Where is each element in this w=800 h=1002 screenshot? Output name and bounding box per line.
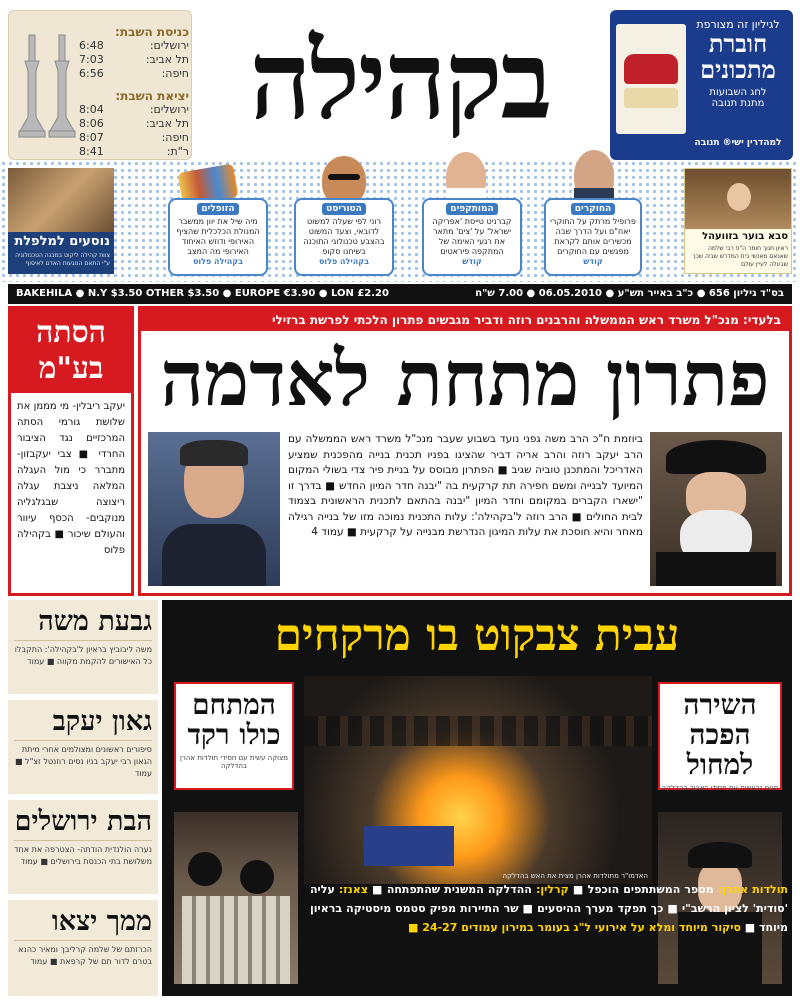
city-label: תל אביב: [145, 53, 189, 66]
lag-baomer-headline[interactable]: עבית צבקוט בו מרקחים [274, 610, 680, 661]
right-promo[interactable] [684, 168, 792, 274]
right-promo-text: ראיון חנוך חומר ה"פ רבי שלמה שאנאם מאנשי בית המדרש שביה שכך שבעלה לעיין עולם [692, 245, 788, 268]
side-story[interactable] [8, 700, 158, 794]
side-story-title: גאון יעקב [14, 704, 152, 741]
promo-line: לחג השבועות [709, 87, 767, 98]
tnuva-logo: למהדרין ישי® תנובה [694, 138, 782, 148]
promo-line: מתנת תנובה [711, 98, 765, 109]
summary-highlight: תולדות אהרן: [717, 883, 788, 896]
promo-title: חוברת [708, 29, 768, 58]
time-value: 8:04 [79, 103, 104, 116]
card-text: מצוקה עשית עם חסידי תולדות אהרן בהדלקה [179, 754, 288, 770]
exit-row [79, 145, 189, 159]
teaser-tag: החוקרים [571, 203, 615, 215]
incitement-headline: הסתה בע"מ [11, 309, 131, 393]
side-story[interactable] [8, 900, 158, 996]
card-toldot-aharon[interactable] [174, 682, 294, 790]
left-promo-title: נוסעים למלפלת [14, 234, 110, 249]
city-label: ירושלים: [149, 39, 189, 52]
investigator-photo [574, 150, 614, 200]
card-text: חגים נרעשים עם חסידי באבוב בהדלקה [661, 784, 779, 792]
time-value: 8:07 [79, 131, 104, 144]
candlesticks-icon [15, 23, 81, 153]
masthead-logo: בקהילה [249, 18, 551, 144]
main-headline[interactable]: פתרון מתחת לאדמה [160, 334, 770, 423]
toldot-aharon-photo [174, 812, 298, 984]
teaser-ref: קודש [462, 257, 482, 266]
teaser-tag: המותקפים [446, 203, 497, 215]
lag-baomer-summary [310, 880, 788, 990]
teaser-ref: בקהילה פלוס [192, 257, 244, 266]
side-story-text: סיפורים ראשונים ומצולמים אחרי מיתת הגאון רבי יעקב בניו נסים רוזנטל זצ"ל ■ עמוד [14, 745, 152, 778]
time-value: 6:56 [79, 67, 104, 80]
city-label: ר"ת: [166, 145, 189, 158]
teaser-card[interactable] [168, 198, 268, 276]
summary-text: עליה 'סודית' לציון הרשב"י ■ כך תפקד מערך ההיסעים ■ שר התיירות מפיק סטמס מיסטיקה בראיון מיוחד ■ [310, 883, 788, 934]
side-story-title: הבת ירושלים [14, 804, 152, 841]
teaser-card[interactable] [294, 198, 394, 276]
issue-ribbon [8, 284, 792, 304]
shabbat-exit-title: יציאת השבת: [115, 89, 189, 103]
building-photo [8, 168, 114, 232]
teaser-text: רוני לפי שעלה למשוט לדובאי, וצעד המשוט בהצבע טכנולוגי התוכנה בשיחנו סקופ [303, 217, 385, 256]
time-value: 6:48 [79, 39, 104, 52]
issue-info: בס"ד גיליון 656 ● כ"ב באייר תש"ע ● 06.05.2010 ● 7.00 ש"ח [475, 288, 784, 299]
summary-highlight: קרלין: [535, 883, 569, 896]
city-label: חיפה: [161, 131, 189, 144]
summary-text: ההדלקה המשנית שהתפתחה ■ [367, 883, 536, 896]
summary-highlight: צאנז: [338, 883, 368, 896]
side-story-text: נערה הולנדית הודתה- הצטרפה את אחד משלושת בתי הכנסת בירושלים ■ עמוד [14, 845, 152, 866]
summary-text: סיקור מיוחד ומלא על אירועי ל"ג בעומר במירון עמודים 24-27 ■ [408, 921, 741, 934]
teaser-band [0, 160, 800, 282]
captain-photo [446, 152, 486, 202]
teaser-tag: הטוריסט [322, 203, 366, 215]
official-portrait-photo [148, 432, 280, 586]
exit-row [79, 131, 189, 145]
card-bobov[interactable] [658, 682, 782, 790]
side-story-text: משה ליבוביץ בראיון ל'בקהילה': התקבלו כל האישורים להקמת מקווה ■ עמוד [14, 645, 152, 666]
booklet-cover-image [616, 24, 686, 134]
summary-text: מספר המשתתפים הוכפל ■ [568, 883, 718, 896]
teaser-card[interactable] [422, 198, 522, 276]
time-value: 8:06 [79, 117, 104, 130]
candle-row [79, 53, 189, 67]
promo-title: מתכונים [700, 55, 776, 84]
time-value: 7:03 [79, 53, 104, 66]
candle-row [79, 39, 189, 53]
elder-photo [685, 169, 791, 229]
main-story-kicker: בלעדי: מנכ"ל משרד ראש הממשלה והרבנים רוזה ודביר מגבשים פתרון הלכתי לפרשת ברזילי [141, 309, 789, 331]
city-label: ירושלים: [149, 103, 189, 116]
shabbat-times-box [8, 10, 192, 160]
teaser-card[interactable] [544, 198, 642, 276]
left-promo-text: צוות קהילה ליקוט במבנה הטכנולוגיה ע"י התאם הנוגעות האדם לאיסוף [15, 252, 110, 267]
rabbi-portrait-photo [650, 432, 782, 586]
card-title: המתחם כולו רקד [187, 688, 281, 751]
price-info: BAKEHILA ● N.Y $3.50 OTHER $3.50 ● EUROPE €3.90 ● LON £2.20 [16, 288, 389, 299]
city-label: חיפה: [161, 67, 189, 80]
right-promo-title: סבא בוער בזוועהל [702, 231, 788, 242]
recipe-booklet-promo[interactable] [610, 10, 793, 160]
side-story-text: הכרזתם של שלמה קרליבך ומאיר כהנא בטרם לדור תם של קרפאת ■ עמוד [18, 945, 152, 966]
time-value: 8:41 [79, 145, 104, 158]
city-label: תל אביב: [145, 117, 189, 130]
left-promo[interactable] [8, 168, 114, 274]
card-title: השירה הפכה למחול [683, 688, 757, 781]
incitement-box[interactable] [8, 306, 134, 596]
incitement-text: יעקב ריבלין- מי מממן את שלושת גורמי הסתה המרכזיים נגד הציבור החרדי ■ צבי יעקבזון- מתברר כי מול העגלה המלאה ניצבת עגלה ריצוצה שבגלגליה מנוקבים- הכסף עיוור והעולם שיכור ■ בקהילה פלוס [17, 401, 125, 556]
teaser-text: קברניט טייסת 'אפריקה ישראל' על 'צים' מתאר את רגעי האימה של המתקפה פיראטים [432, 217, 512, 256]
teaser-text: מיה שיל את יוון ממשבר המנולת הכלכלית שהציף האירופי ודוזש האיחוד האירופי מה המצב [176, 217, 260, 256]
bonfire-crowd-photo [304, 676, 652, 884]
photo-caption: האדמו"ר מתולדות אהרן מצית את האש בהדלקה [502, 872, 648, 880]
teaser-ref: קודש [583, 257, 603, 266]
exit-row [79, 117, 189, 131]
tourist-photo [322, 156, 366, 204]
exit-row [79, 103, 189, 117]
main-story-body: ביוזמת ח"כ הרב משה גפני נועד בשבוע שעבר מנכ"ל משרד ראש הממשלה עם הרב יעקב רוזה והרב אריה דביר שהציגו בפניו תכנית בנייה מהפכנית שמציע האדריכל והמתכנן טוביה שגיב ■ הפתרון מבוסס על בניית פיר צדי בשולי המקום המיועד לבנייה ומשם חפירה תת קרקעית בה "יבנה חדר המיון החדש ■ בדרך זו "ישארו הקברים במקומם וחדר המיון "יבנה בהתאם לתכנית הראשונית בצמוד לבית החולים ■ הרב רוזה ל'בקהילה': עלות התכנית נמוכה מזו של בנייה רגילה מאחר והיא חוסכת את עלות המיגון הנדרשת מבנייה על קרקעית ■ עמוד 4 [288, 433, 643, 538]
side-story-title: גבעת משה [14, 604, 152, 641]
teaser-text: פרופיל מרתק על החוקרי יאח"ם ועל הדרך שבה מכשירים אותם לקראת מפגשים עם החוקרים [550, 217, 636, 256]
side-story[interactable] [8, 800, 158, 894]
promo-line: לגיליון זה מצורפת [696, 18, 780, 31]
side-story-title: ממך יצאו [14, 904, 152, 941]
teaser-tag: הזופלים [197, 203, 238, 215]
side-story[interactable] [8, 600, 158, 694]
candle-row [79, 67, 189, 81]
bonfire-container [364, 826, 454, 866]
candle-lighting-title: כניסת השבת: [115, 25, 189, 39]
teaser-ref: בקהילה פלוס [318, 257, 370, 266]
